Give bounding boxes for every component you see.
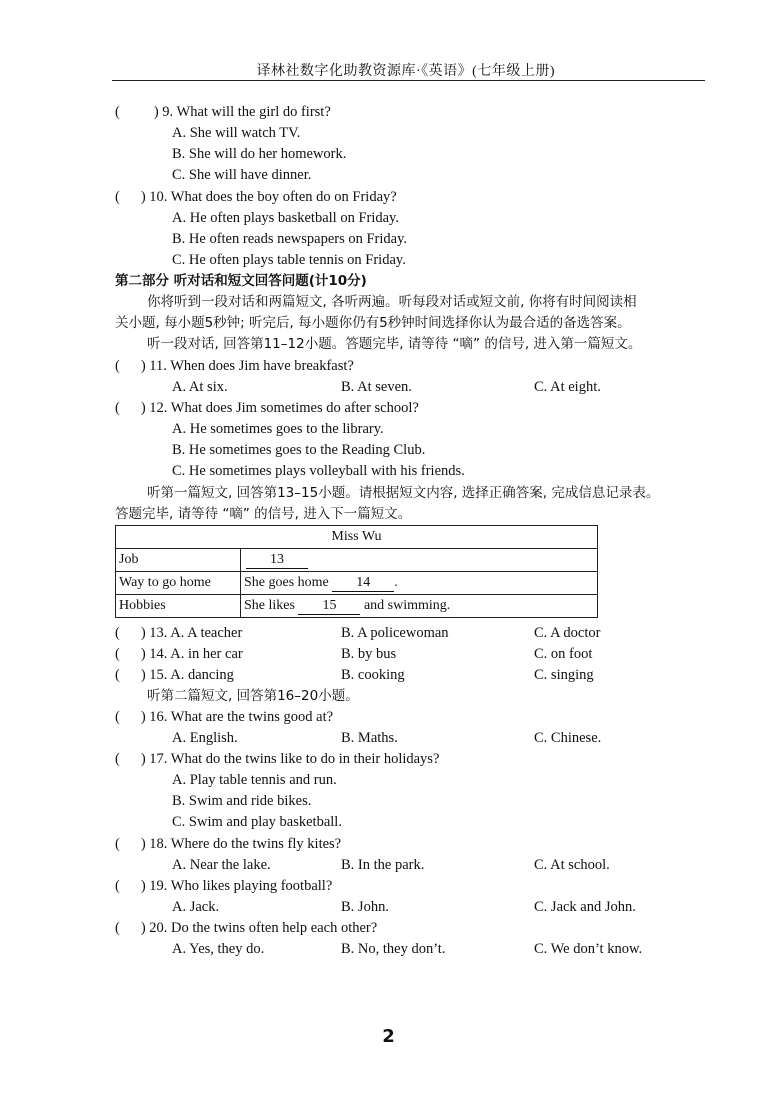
question-9: ( ) 9. What will the girl do first? [115,104,331,120]
q18-option-b: B. In the park. [341,857,425,873]
q20-option-b: B. No, they don’t. [341,941,446,957]
q17-option-b: B. Swim and ride bikes. [172,793,312,809]
q18-option-c: C. At school. [534,857,610,873]
passage1-instruction-line2: 答题完毕, 请等待 “嘀” 的信号, 进入下一篇短文。 [115,506,412,522]
q20-option-a: A. Yes, they do. [172,941,265,957]
q18-option-a: A. Near the lake. [172,857,271,873]
q14-option-c: C. on foot [534,646,593,662]
q9-option-b: B. She will do her homework. [172,146,347,162]
question-13: ( ) 13. A. A teacher [115,625,243,641]
q11-option-c: C. At eight. [534,379,601,395]
q15-option-b: B. cooking [341,667,405,683]
table-row: Hobbies She likes 15 and swimming. [116,595,598,618]
question-17: ( ) 17. What do the twins like to do in their holidays? [115,751,440,767]
q19-option-b: B. John. [341,899,389,915]
q17-option-a: A. Play table tennis and run. [172,772,337,788]
question-12: ( ) 12. What does Jim sometimes do after school? [115,400,419,416]
q9-option-c: C. She will have dinner. [172,167,312,183]
passage1-instruction-line1: 听第一篇短文, 回答第13–15小题。请根据短文内容, 选择正确答案, 完成信息记录表。 [147,485,660,501]
q9-option-a: A. She will watch TV. [172,125,301,141]
q14-option-b: B. by bus [341,646,397,662]
q17-option-c: C. Swim and play basketball. [172,814,342,830]
part2-intro-line1: 你将听到一段对话和两篇短文, 各听两遍。听每段对话或短文前, 你将有时间阅读相 [147,294,637,310]
blank-14: 14 [332,575,394,592]
table-row [116,549,598,572]
question-20: ( ) 20. Do the twins often help each other? [115,920,378,936]
table-label: Job [116,549,241,572]
q19-option-c: C. Jack and John. [534,899,636,915]
q11-option-b: B. At seven. [341,379,412,395]
question-10: ( ) 10. What does the boy often do on Friday? [115,189,397,205]
question-11: ( ) 11. When does Jim have breakfast? [115,358,354,374]
table-label: Hobbies [116,595,241,618]
blank-13: 13 [246,552,308,569]
q20-option-c: C. We don’t know. [534,941,643,957]
page-header: 译林社数字化助教资源库·《英语》(七年级上册) [112,60,705,81]
blank-15: 15 [298,598,360,615]
table-title: Miss Wu [116,526,598,549]
table-row: Way to go home She goes home 14 . [116,572,598,595]
q19-option-a: A. Jack. [172,899,220,915]
q11-option-a: A. At six. [172,379,228,395]
q12-option-b: B. He sometimes goes to the Reading Club. [172,442,426,458]
question-16: ( ) 16. What are the twins good at? [115,709,334,725]
q16-option-c: C. Chinese. [534,730,602,746]
q16-option-b: B. Maths. [341,730,398,746]
q13-option-b: B. A policewoman [341,625,449,641]
dialogue-instruction: 听一段对话, 回答第11–12小题。答题完毕, 请等待 “嘀” 的信号, 进入第一篇短文。 [147,336,642,352]
part2-title: 第二部分 听对话和短文回答问题(计10分) [115,273,367,289]
q12-option-a: A. He sometimes goes to the library. [172,421,384,437]
passage2-instruction: 听第二篇短文, 回答第16–20小题。 [147,688,359,704]
info-record-table [115,525,598,618]
q15-option-c: C. singing [534,667,594,683]
question-15: ( ) 15. A. dancing [115,667,234,683]
table-label: Way to go home [116,572,241,595]
q16-option-a: A. English. [172,730,238,746]
page-number: 2 [382,1026,395,1047]
q10-option-b: B. He often reads newspapers on Friday. [172,231,408,247]
q10-option-a: A. He often plays basketball on Friday. [172,210,399,226]
question-14: ( ) 14. A. in her car [115,646,243,662]
question-19: ( ) 19. Who likes playing football? [115,878,333,894]
q12-option-c: C. He sometimes plays volleyball with his friends. [172,463,465,479]
q10-option-c: C. He often plays table tennis on Friday. [172,252,406,268]
question-18: ( ) 18. Where do the twins fly kites? [115,836,342,852]
part2-intro-line2: 关小题, 每小题5秒钟; 听完后, 每小题你仍有5秒钟时间选择你认为最合适的备选答案。 [115,315,631,331]
q13-option-c: C. A doctor [534,625,601,641]
